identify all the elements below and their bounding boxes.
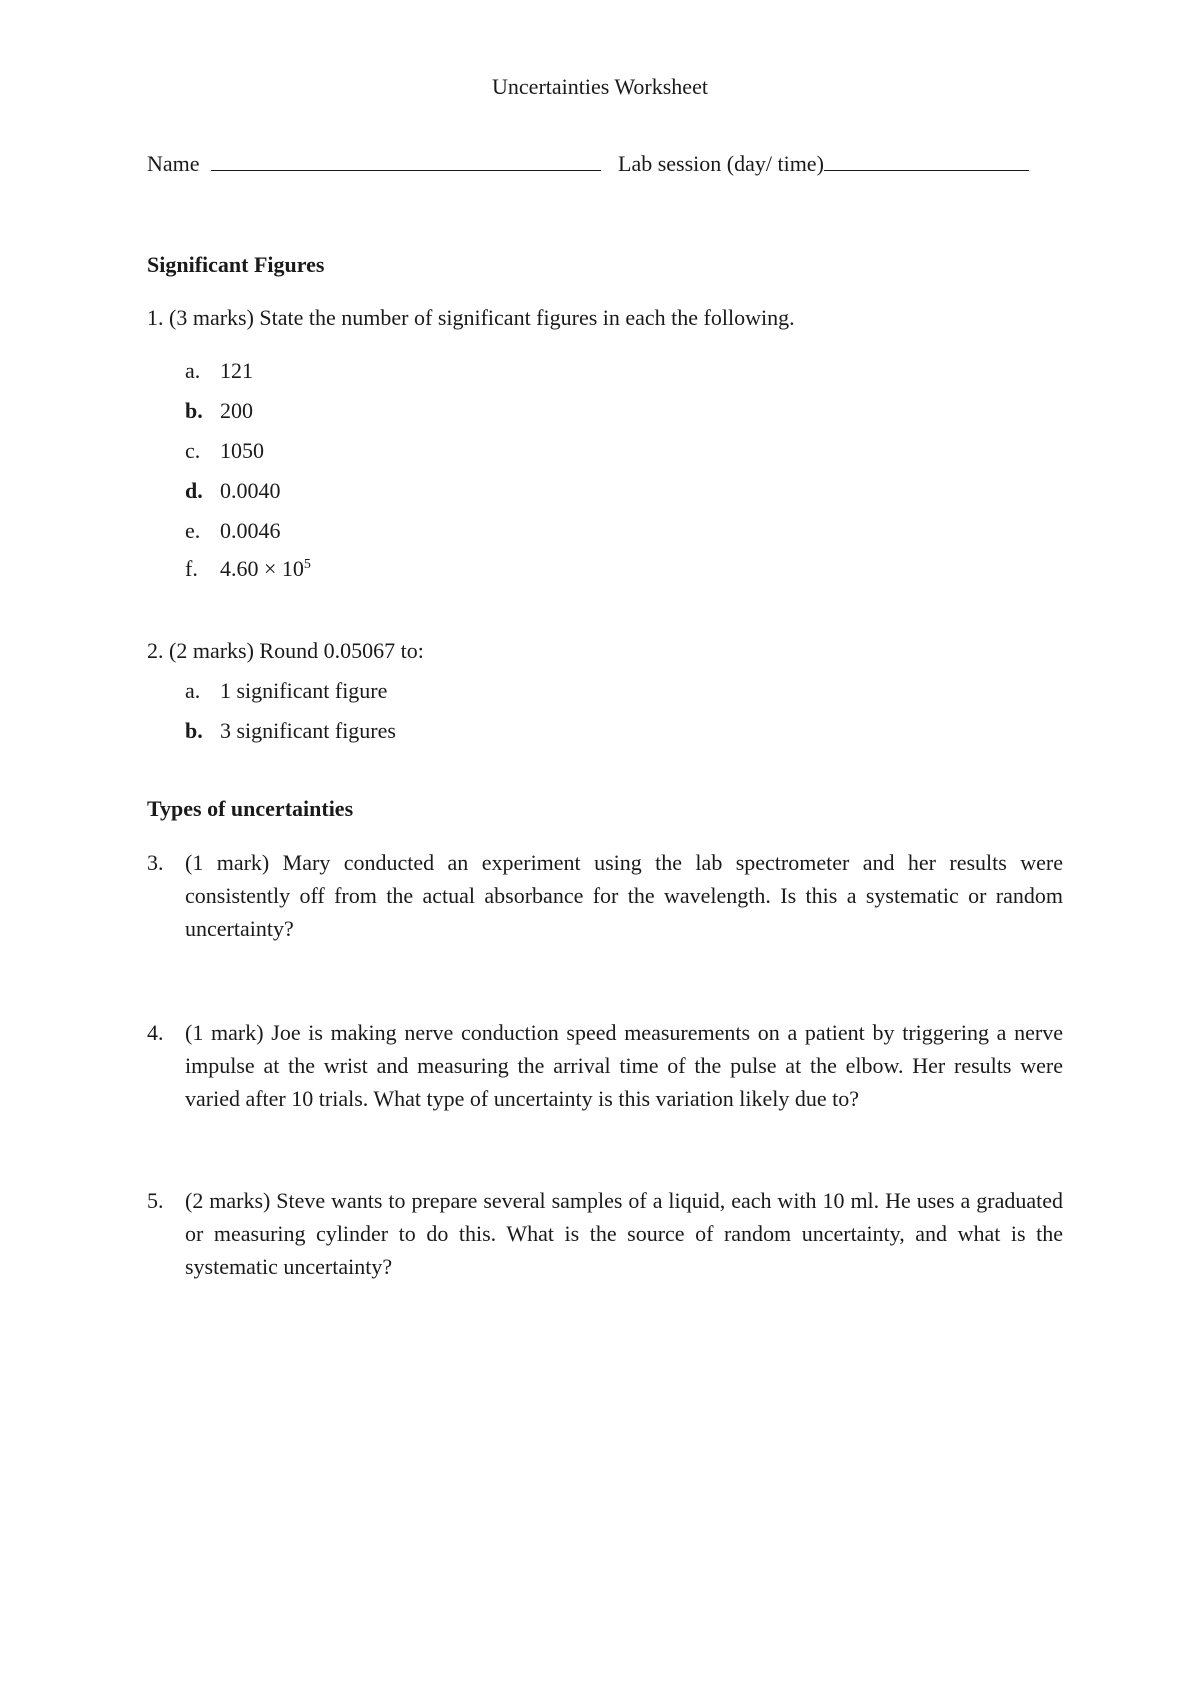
lab-session-field [618,148,1029,175]
question-5-number: 5. [147,1188,164,1213]
item-letter: b. [185,398,203,423]
lab-session-label: Lab session (day/ time) [618,151,824,176]
item-value: 1 significant figure [220,678,388,703]
item-letter: a. [185,678,201,703]
section-heading-significant-figures: Significant Figures [147,252,325,277]
item-letter: b. [185,718,203,743]
question-4-text: (1 mark) Joe is making nerve conduction speed measurements on a patient by triggering a nerve impulse at the wrist and measuring the arrival time of the pulse at the elbow. Her results were varied after 10 trials. What type of uncertainty is this variation likely due to? [185,1020,1063,1111]
question-5-text: (2 marks) Steve wants to prepare several samples of a liquid, each with 10 ml. He uses a graduated or measuring cylinder to do this. What is the source of random uncertainty, and what is the systematic uncertainty? [185,1188,1063,1279]
item-value: 200 [220,398,253,423]
item-value: 0.0040 [220,478,281,503]
question-1-text: 1. (3 marks) State the number of significant figures in each the following. [147,305,795,330]
item-value: 1050 [220,438,264,463]
name-blank-line [211,148,601,171]
item-letter: f. [185,556,198,581]
question-3-text: (1 mark) Mary conducted an experiment using the lab spectrometer and her results were consistently off from the actual absorbance for the wavelength. Is this a systematic or random uncertainty? [185,850,1063,941]
item-letter: e. [185,518,201,543]
question-2-text: 2. (2 marks) Round 0.05067 to: [147,638,424,663]
name-label: Name [147,151,200,176]
item-value: 121 [220,358,253,383]
item-value: 3 significant figures [220,718,396,743]
name-field [147,148,601,175]
question-3-number: 3. [147,850,164,875]
item-letter: d. [185,478,203,503]
section-heading-types-of-uncertainties: Types of uncertainties [147,796,354,821]
item-value: 0.0046 [220,518,281,543]
item-value-base: 4.60 × 10 [220,556,304,581]
question-4-number: 4. [147,1020,164,1045]
worksheet-title: Uncertainties Worksheet [492,74,708,99]
item-value [220,558,311,580]
lab-session-blank-line [824,148,1029,171]
item-letter: c. [185,438,201,463]
item-value-exponent: 5 [303,557,311,572]
item-letter: a. [185,358,201,383]
